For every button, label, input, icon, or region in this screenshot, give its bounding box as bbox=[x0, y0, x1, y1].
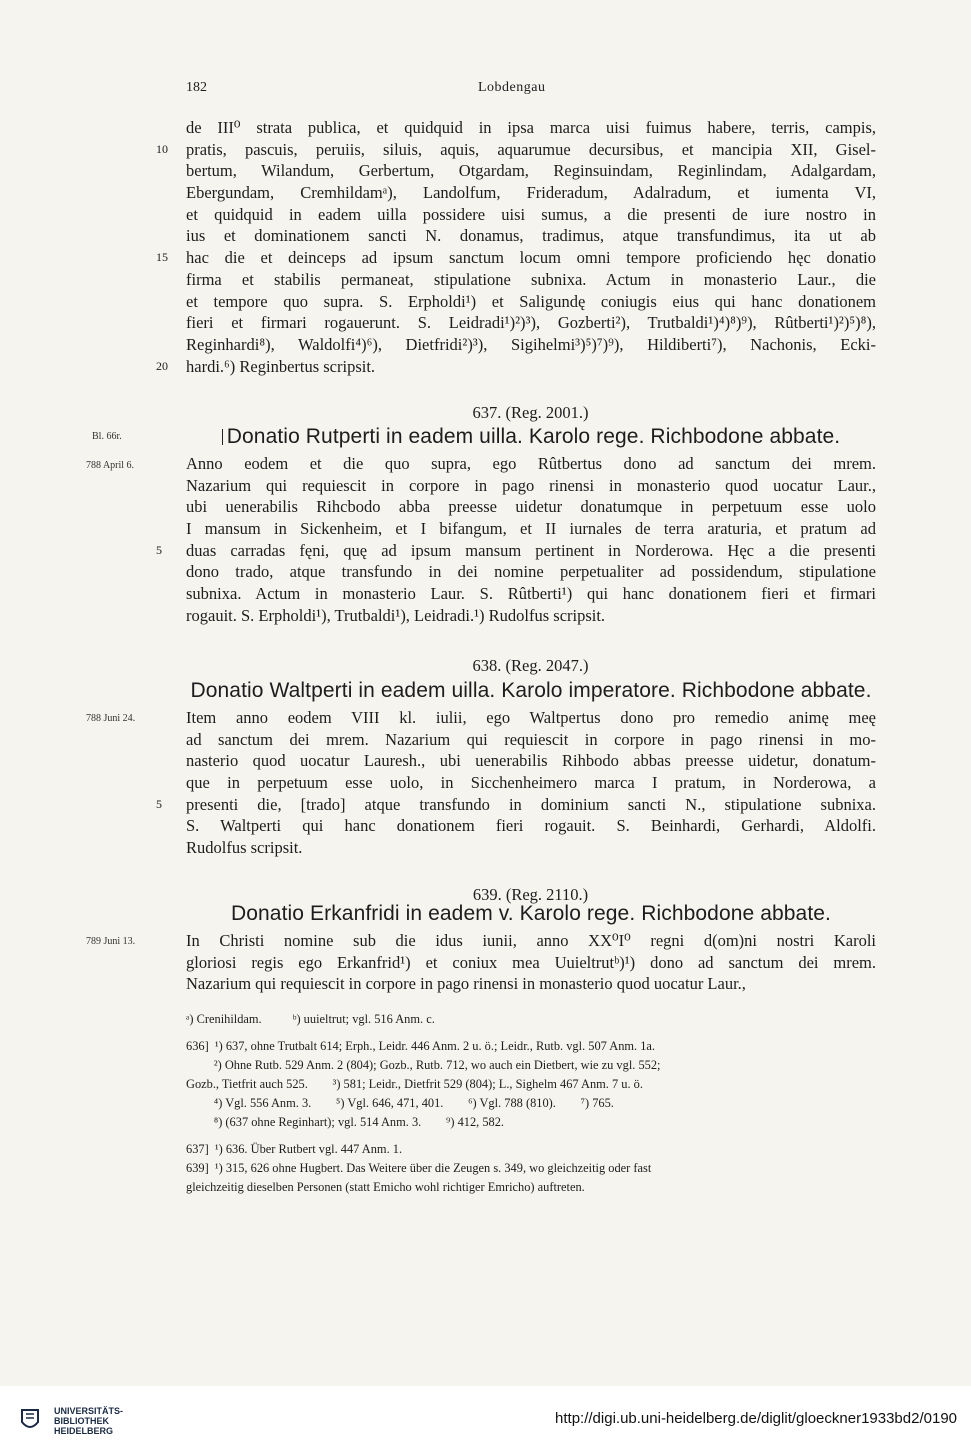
text-line bbox=[156, 540, 876, 562]
folio-reference: Bl. 66r. bbox=[92, 431, 122, 442]
footnote-line: gleichzeitig dieselben Personen (statt Emicho wohl richtiger Emricho) auftreten. bbox=[186, 1180, 585, 1194]
library-logo-icon bbox=[20, 1408, 40, 1432]
text-line bbox=[186, 453, 876, 475]
text-line bbox=[186, 334, 876, 356]
line-number: 10 bbox=[156, 141, 168, 156]
text-line bbox=[186, 583, 876, 605]
text-line bbox=[156, 356, 876, 378]
charter-636-continuation bbox=[156, 117, 876, 377]
line-text: de III⁰ strata publica, et quidquid in ipsa marca uisi fuimus habere, terris, campis, bbox=[186, 118, 876, 137]
page-number: 182 bbox=[186, 80, 207, 95]
page-header bbox=[0, 80, 971, 100]
line-text: firma et stabilis permaneat, stipulatione subnixa. Actum in monasterio Laur., die bbox=[186, 269, 876, 289]
line-text: Rudolfus scripsit. bbox=[186, 838, 303, 858]
text-line bbox=[186, 225, 876, 247]
line-number: 5 bbox=[156, 796, 162, 811]
library-name: UNIVERSITÄTS- BIBLIOTHEK HEIDELBERG bbox=[54, 1406, 124, 1436]
line-text: presenti die, [trado] atque transfundo in dominium sancti N., stipulatione subnixa. bbox=[186, 794, 876, 814]
charter-638-register: 638. (Reg. 2047.) bbox=[472, 656, 589, 675]
line-text: Ebergundam, Cremhildamᵃ), Landolfum, Frideradum, Adalradum, et iumenta VI, bbox=[186, 183, 876, 203]
line-text: rogauit. S. Erpholdi¹), Trutbaldi¹), Leidradi.¹) Rudolfus scripsit. bbox=[186, 605, 606, 625]
text-line bbox=[186, 772, 876, 794]
line-text: hac die et deinceps ad ipsum sanctum locum omni tempore proficiendo hęc donatio bbox=[186, 248, 876, 268]
line-number: 5 bbox=[156, 542, 162, 557]
line-text: duas carradas fęni, quę ad ipsum mansum pertinent in Norderowa. Hęc a die presenti bbox=[186, 540, 876, 560]
text-line bbox=[156, 139, 876, 161]
line-text: Nazarium qui requiescit in corpore in pago rinensi in monasterio quod uocatur Laur., bbox=[186, 974, 746, 994]
line-text: fieri et firmari rogauerunt. S. Leidradi¹)²)³), Gozberti²), Trutbaldi¹)⁴)⁸)⁹), Rûtberti¹)²)⁵)⁸), bbox=[186, 313, 876, 333]
line-text: Nazarium qui requiescit in corpore in pago rinensi in monasterio quod uocatur Laur., bbox=[186, 475, 876, 495]
charter-639-date: 789 Juni 13. bbox=[86, 936, 136, 947]
text-line bbox=[186, 561, 876, 583]
text-line bbox=[186, 117, 876, 139]
text-line bbox=[186, 182, 876, 204]
footnote-line: 637] ¹) 636. Über Rutbert vgl. 447 Anm. 1. bbox=[186, 1142, 403, 1156]
text-line bbox=[156, 247, 876, 269]
line-text: gloriosi regis ego Erkanfrid¹) et coniux mea Uuieltrutᵇ)¹) dono ad sanctum dei mrem. bbox=[186, 952, 876, 972]
text-line bbox=[186, 291, 876, 313]
text-line bbox=[186, 750, 876, 772]
footnote-line: ⁴) Vgl. 556 Anm. 3. ⁵) Vgl. 646, 471, 401. ⁶) Vgl. 788 (810). ⁷) 765. bbox=[186, 1096, 614, 1110]
charter-639-register: 639. (Reg. 2110.) bbox=[472, 885, 589, 904]
line-text: subnixa. Actum in monasterio Laur. S. Rûtberti¹) qui hanc donationem fieri et firmari bbox=[186, 584, 876, 604]
footnote-line: ⁸) (637 ohne Reginhart); vgl. 514 Anm. 3. ⁹) 412, 582. bbox=[186, 1115, 505, 1129]
line-text: et tempore quo supra. S. Erpholdi¹) et Saligundę coniugis eius qui hanc donationem bbox=[186, 291, 876, 311]
footnote-line: 636] ¹) 637, ohne Trutbalt 614; Erph., Leidr. 446 Anm. 2 u. ö.; Leidr., Rutb. vgl. 507 Anm. 1a. bbox=[186, 1039, 656, 1053]
footnote-line: ²) Ohne Rutb. 529 Anm. 2 (804); Gozb., Rutb. 712, wo auch ein Dietbert, wie zu vgl. 552; bbox=[186, 1058, 661, 1072]
text-line bbox=[186, 952, 876, 974]
charter-637-date: 788 April 6. bbox=[86, 460, 135, 471]
line-text: hardi.⁶) Reginbertus scripsit. bbox=[186, 356, 376, 376]
line-text: ubi uenerabilis Rihcbodo abba preesse uidetur donatumque in perpetuum esse uolo bbox=[186, 497, 876, 517]
line-text: dono trado, atque transfundo in dei nomine perpetualiter ad possidendum, stipulatione bbox=[186, 562, 876, 582]
line-text: ius et dominationem sancti N. donamus, tradimus, atque transfundimus, ita ut ab bbox=[186, 226, 876, 246]
footnote-line: ᵃ) Crenihildam. ᵇ) uuieltrut; vgl. 516 Anm. c. bbox=[186, 1012, 435, 1026]
charter-637-title: Donatio Rutperti in eadem uilla. Karolo rege. Richbodone abbate. bbox=[186, 425, 876, 449]
line-text: et quidquid in eadem uilla possidere uisi sumus, a die presenti de iure nostro in bbox=[186, 204, 876, 224]
text-line bbox=[186, 204, 876, 226]
charter-638-date: 788 Juni 24. bbox=[86, 713, 136, 724]
charter-637-text bbox=[156, 453, 876, 627]
line-text: Reginhardi⁸), Waldolfi⁴)⁶), Dietfridi²)³), Sigihelmi³)⁵)⁷)⁹), Hildiberti⁷), Nachonis, Ecki- bbox=[186, 334, 876, 354]
footnote-line: Gozb., Tietfrit auch 525. ³) 581; Leidr., Dietfrit 529 (804); L., Sighelm 467 Anm. 7 u. ö. bbox=[186, 1077, 643, 1091]
running-title: Lobdengau bbox=[478, 80, 546, 95]
line-number: 20 bbox=[156, 358, 168, 373]
text-line bbox=[186, 496, 876, 518]
line-text: nasterio quod uocatur Lauresh., ubi uenerabilis Rihbodo abbas preesse uidetur, donatum- bbox=[186, 751, 876, 771]
text-line bbox=[186, 160, 876, 182]
text-line bbox=[186, 729, 876, 751]
footnote-line: 639] ¹) 315, 626 ohne Hugbert. Das Weitere über die Zeugen s. 349, wo gleichzeitig oder fast bbox=[186, 1161, 652, 1175]
line-text: S. Waltperti qui hanc donationem fieri rogauit. S. Beinhardi, Gerhardi, Aldolfi. bbox=[186, 816, 876, 836]
text-line bbox=[186, 312, 876, 334]
line-text: In Christi nomine sub die idus iunii, anno XX⁰I⁰ regni d(om)ni nostri Karoli bbox=[186, 931, 876, 950]
text-line bbox=[186, 930, 876, 952]
text-line bbox=[186, 605, 876, 627]
charter-638-text bbox=[156, 707, 876, 859]
line-text: bertum, Wilandum, Gerbertum, Otgardam, Reginsuindam, Reginlindam, Adalgardam, bbox=[186, 161, 876, 181]
line-text: pratis, pascuis, peruiis, siluis, aquis, aquarumue decursibus, et mancipia XII, Gisel- bbox=[186, 139, 876, 159]
line-number: 15 bbox=[156, 250, 168, 265]
charter-637-register: 637. (Reg. 2001.) bbox=[472, 403, 589, 422]
footnotes bbox=[186, 1010, 876, 1197]
line-text: ad sanctum dei mrem. Nazarium qui requiescit in corpore in pago rinensi in mo- bbox=[186, 729, 876, 749]
charter-638-title: Donatio Waltperti in eadem uilla. Karolo imperatore. Richbodone abbate. bbox=[190, 679, 872, 702]
text-line bbox=[186, 707, 876, 729]
line-text: que in perpetuum esse uolo, in Sicchenheimero marca I pratum, in Norderowa, a bbox=[186, 773, 876, 793]
line-text: Anno eodem et die quo supra, ego Rûtbertus dono ad sanctum dei mrem. bbox=[186, 454, 876, 473]
text-line bbox=[186, 973, 876, 995]
footer-bar bbox=[0, 1386, 971, 1453]
text-line bbox=[186, 815, 876, 837]
text-line bbox=[186, 837, 876, 859]
charter-639-text bbox=[186, 930, 876, 995]
text-line bbox=[156, 794, 876, 816]
line-text: I mansum in Sickenheim, et I bifangum, et II iurnales de terra araturia, et pratum ad bbox=[186, 519, 876, 539]
text-line bbox=[186, 475, 876, 497]
text-line bbox=[186, 518, 876, 540]
source-url-link[interactable]: http://digi.ub.uni-heidelberg.de/diglit/gloeckner1933bd2/0190 bbox=[555, 1410, 957, 1427]
line-text: Item anno eodem VIII kl. iulii, ego Waltpertus dono pro remedio animę meę bbox=[186, 708, 876, 727]
charter-639-title: Donatio Erkanfridi in eadem v. Karolo rege. Richbodone abbate. bbox=[230, 902, 831, 925]
text-line bbox=[186, 269, 876, 291]
